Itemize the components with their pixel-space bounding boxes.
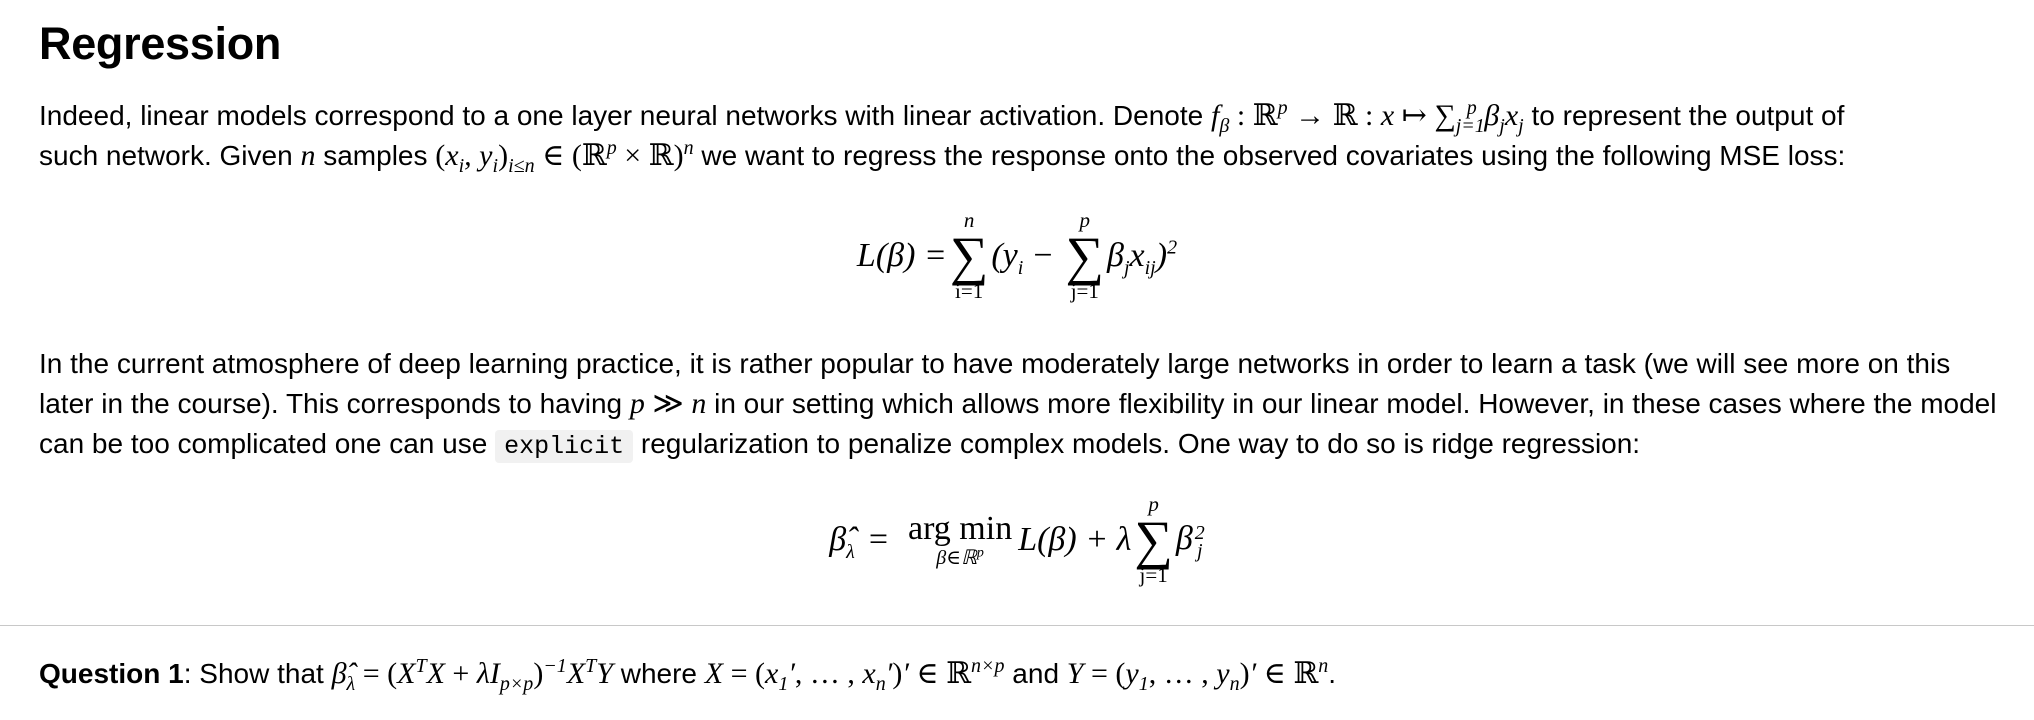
ridge-paragraph (39, 344, 1996, 467)
ridge-line-2b: in our setting which allows more flexibility in our linear model. However, in these cases where the model (714, 388, 1997, 419)
ridge-line-3a: can be too complicated one can use (39, 428, 488, 459)
argmin-operator (908, 512, 1012, 568)
question-label: Question 1 (39, 658, 184, 689)
ridge-solution-formula: $\betâ_\lambda = (X^TX + \lambda I_{p\times p})^{-1}X^TY$ (331, 655, 613, 695)
intro-text-5: we want to regress the response onto the observed covariates using the following MSE loss: (701, 140, 1846, 171)
outer-sum-upper: n (963, 208, 975, 232)
page-title: Regression (39, 18, 282, 69)
term-beta-x: $\beta_jx_{ij})^2$ (1107, 236, 1178, 279)
n-variable: n (300, 139, 316, 172)
ridge-line-3b: regularization to penalize complex models. One way to do so is ridge regression: (640, 428, 1641, 459)
intro-text-3: such network. Given (39, 140, 293, 171)
y-vector-formula: $Y = (y_1$, … , $y_n)'$ ∈ ℝ$^n$ (1066, 655, 1329, 695)
explicit-code: explicit (495, 430, 633, 463)
loss-plus-lambda: L(β) + λ (1018, 521, 1132, 558)
x-matrix-formula: $X = (x_1'$, … , $x_n')'$ ∈ ℝ$^{n\times p}$ (704, 655, 1005, 695)
argmin-subscript: β∈ℝ$^p$ (936, 545, 984, 569)
question-text-3: and (1012, 658, 1060, 689)
intro-paragraph (39, 96, 1845, 176)
section-divider (0, 625, 2034, 626)
intro-text-1: Indeed, linear models correspond to a one layer neural networks with linear activation. Denote (39, 100, 1204, 131)
ridge-line-2a: later in the course). This corresponds to having (39, 388, 623, 419)
inner-sum: p ∑ j=1 (1065, 208, 1105, 303)
penalty-sum-lower: j=1 (1139, 563, 1168, 587)
loss-lhs: L(β) = (856, 237, 947, 274)
equals-sign: = (868, 521, 888, 558)
ridge-line-1: In the current atmosphere of deep learning practice, it is rather popular to have moderately large networks in order to learn a task (we will see more on this (39, 348, 1951, 379)
inner-sum-lower: j=1 (1070, 279, 1099, 303)
question-text-1: Show that (199, 658, 324, 689)
term-y: ($y_i$ (991, 237, 1024, 279)
beta-hat: $\betâ_\lambda$ (829, 521, 855, 563)
outer-sum-lower: i=1 (955, 279, 984, 303)
p-much-greater-n-formula: p ≫ n (629, 387, 707, 420)
question-1: Question 1: Show that $\betâ_\lambda = (X^TX + \lambda I_{p\times p})^{-1}X^TY$ where $X = (x_1'$, … , $x_n')'$ ∈ ℝ$^{n\times p}$ and $Y = (y_1$, … , $y_n)'$ ∈ ℝ$^n$. (39, 655, 1337, 695)
mse-loss-equation (0, 210, 2034, 302)
samples-formula: ($x_i$, $y_i)_{i\le n}$ ∈ (ℝ$^p$ × ℝ)$^n$ (435, 137, 694, 177)
penalty-sum-upper: p (1148, 492, 1159, 516)
model-function-formula: $f_\beta$ : ℝ$^p$ → ℝ : x ↦ $\sum_{j=1}^p$ $\beta_jx_j$ (1211, 97, 1524, 137)
intro-text-4: samples (323, 140, 428, 171)
question-text-2: where (620, 658, 697, 689)
inner-sum-upper: p (1079, 208, 1091, 232)
penalty-sum: p ∑ j=1 (1134, 492, 1173, 587)
intro-text-2: to represent the output of (1531, 100, 1845, 131)
beta-squared: β 2 j (1175, 520, 1205, 562)
outer-sum: n ∑ i=1 (949, 208, 989, 303)
minus-sign: − (1033, 237, 1053, 274)
ridge-equation (0, 494, 2034, 586)
argmin-label: arg min (908, 510, 1013, 547)
